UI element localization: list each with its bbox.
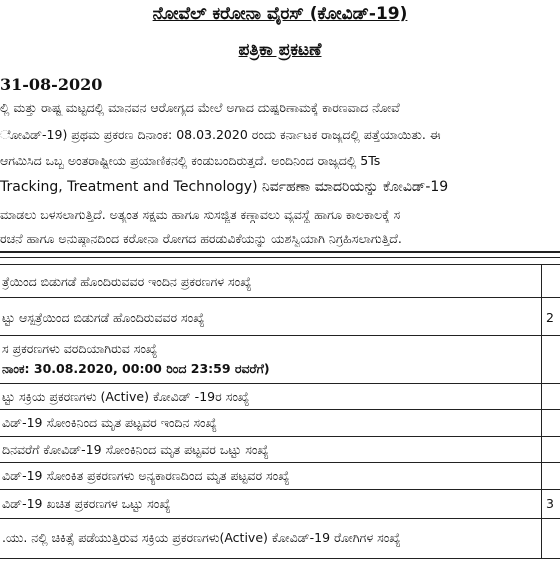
table-cell-label xyxy=(0,265,542,297)
table-row xyxy=(0,490,560,519)
row-label: ವಿಡ್-19 ಖಚಿತ ಪ್ರಕರಣಗಳ ಒಟ್ಟು ಸಂಖ್ಯೆ xyxy=(2,496,171,511)
row-label: ದಿನವರೆಗೆ ಕೋವಿಡ್-19 ಸೋಂಕಿನಿಂದ ಮೃತ ಪಟ್ಟವರ ಒಟ್ಟು ಸಂಖ್ಯೆ xyxy=(2,442,269,457)
table-row xyxy=(0,410,560,437)
row-label: ಸ ಪ್ರಕರಣಗಳು ವರದಿಯಾಗಿರುವ ಸಂಖ್ಯೆ xyxy=(2,341,158,356)
paragraph-line: ಆಗಮಿಸಿದ ಒಬ್ಬ ಅಂತರಾಷ್ಟ್ರೀಯ ಪ್ರಯಾಣಿಕನಲ್ಲಿ ಕಂಡುಬಂದಿರುತ್ತದೆ. ಅಂದಿನಿಂದ ರಾಜ್ಯದಲ್ಲಿ 5Ts xyxy=(0,153,381,168)
paragraph-line: ೋವಿಡ್-19) ಪ್ರಥಮ ಪ್ರಕರಣ ದಿನಾಂಕ: 08.03.2020 ರಂದು ಕರ್ನಾಟಕ ರಾಜ್ಯದಲ್ಲಿ ಪತ್ತೆಯಾಯಿತು. ಈ xyxy=(0,127,441,142)
table-row xyxy=(0,384,560,410)
table-cell-label xyxy=(0,336,542,383)
document-subtitle: ಪತ್ರಿಕಾ ಪ್ರಕಟಣೆ xyxy=(238,40,322,60)
table-cell-label xyxy=(0,437,542,462)
table-cell-label xyxy=(0,298,542,335)
table-row xyxy=(0,463,560,490)
table-row xyxy=(0,298,560,336)
paragraph-line: ರಚನೆ ಹಾಗೂ ಅನುಷ್ಠಾನದಿಂದ ಕರೋನಾ ರೋಗದ ಹರಡುವಿಕೆಯನ್ನು ಯಶಸ್ವಿಯಾಗಿ ನಿಗ್ರಹಿಸಲಾಗುತ್ತಿದೆ. xyxy=(0,231,402,246)
table-cell-label xyxy=(0,384,542,409)
table-row xyxy=(0,336,560,384)
section-divider xyxy=(0,251,560,258)
table-cell-label xyxy=(0,490,542,518)
table-cell-label xyxy=(0,463,542,489)
row-value: 2 xyxy=(546,310,554,325)
row-label: ತ್ರೆಯಿಂದ ಬಿಡುಗಡೆ ಹೊಂದಿರುವವರ ಇಂದಿನ ಪ್ರಕರಣಗಳ ಸಂಖ್ಯೆ xyxy=(2,274,252,289)
table-row xyxy=(0,437,560,463)
row-label: .ಯು. ನಲ್ಲಿ ಚಿಕಿತ್ಸೆ ಪಡೆಯುತ್ತಿರುವ ಸಕ್ರಿಯ ಪ್ರಕರಣಗಳು(Active) ಕೋವಿಡ್-19 ರೋಗಿಗಳ ಸಂಖ್ಯೆ xyxy=(2,530,401,545)
table-cell-label xyxy=(0,519,542,558)
document-title: ನೋವೆಲ್ ಕರೋನಾ ವೈರಸ್ (ಕೋವಿಡ್-19) xyxy=(152,4,408,24)
row-label: ವಿಡ್-19 ಸೋಂಕಿನಿಂದ ಮೃತ ಪಟ್ಟವರ ಇಂದಿನ ಸಂಖ್ಯೆ xyxy=(2,415,217,430)
paragraph-line: Tracking, Treatment and Technology) ನಿರ್ವಹಣಾ ಮಾದರಿಯನ್ನು ಕೋವಿಡ್-19 xyxy=(0,179,449,195)
table-row xyxy=(0,265,560,298)
statistics-table xyxy=(0,264,560,574)
row-label: ಟ್ಟು ಸಕ್ರಿಯ ಪ್ರಕರಣಗಳು (Active) ಕೋವಿಡ್ -19ರ ಸಂಖ್ಯೆ xyxy=(2,389,250,404)
paragraph-line: ಲ್ಲಿ ಮತ್ತು ರಾಷ್ಟ್ರ ಮಟ್ಟದಲ್ಲಿ ಮಾನವನ ಆರೋಗ್ಯದ ಮೇಲೆ ಅಗಾದ ದುಷ್ಪರಿಣಾಮಕ್ಕೆ ಕಾರಣವಾದ ನೋವೆ xyxy=(0,100,400,115)
row-label: ಟ್ಟು ಆಸ್ಪತ್ರೆಯಿಂದ ಬಿಡುಗಡೆ ಹೊಂದಿರುವವರ ಸಂಖ್ಯೆ xyxy=(2,310,205,325)
paragraph-line: ಮಾಡಲು ಬಳಸಲಾಗುತ್ತಿದೆ. ಅತ್ಯಂತ ಸಕ್ಷಮ ಹಾಗೂ ಸುಸಜ್ಜಿತ ಕಣ್ಗಾವಲು ವ್ಯವಸ್ಥೆ ಹಾಗೂ ಕಾಲಕಾಲಕ್ಕೆ ಸ xyxy=(0,207,401,222)
table-cell-label xyxy=(0,410,542,436)
document-date: 31-08-2020 xyxy=(0,75,103,94)
table-row xyxy=(0,519,560,559)
row-sublabel: ನಾಂಕ: 30.08.2020, 00:00 ರಿಂದ 23:59 ರವರೆಗೆ) xyxy=(2,361,270,376)
row-value: 3 xyxy=(546,496,554,511)
row-label: ವಿಡ್-19 ಸೋಂಕಿತ ಪ್ರಕರಣಗಳು ಅನ್ಯಕಾರಣದಿಂದ ಮೃತ ಪಟ್ಟವರ ಸಂಖ್ಯೆ xyxy=(2,468,290,483)
